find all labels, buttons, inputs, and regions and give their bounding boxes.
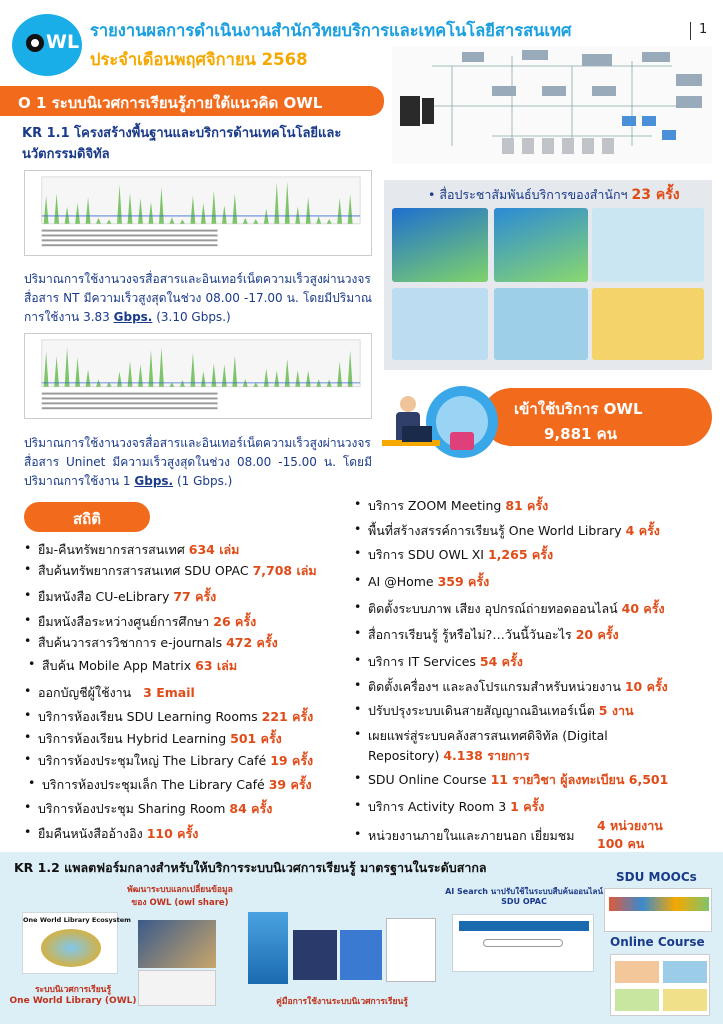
list-item: • บริการ SDU OWL XI 1,265 ครั้ง (368, 545, 553, 565)
list-item: • บริการ IT Services 54 ครั้ง (368, 652, 523, 672)
manual-caption: คู่มือการใช้งานระบบนิเวศการเรียนรู้ (276, 997, 408, 1007)
owl-ecosystem-image (22, 912, 131, 974)
online-course-title: Online Course (610, 935, 705, 949)
list-item: • เผยแพร่สู่ระบบคลังสารสนเทศดิจิทัล (Digital Repository) 4.138 รายการ (368, 726, 608, 766)
ecosystem-caption-2: One World Library (OWL) (9, 996, 137, 1006)
owl-share-screenshot-2 (138, 970, 216, 1006)
list-item: • สืบค้นทรัพยากรสารสนเทศ SDU OPAC 7,708 เล่ม (38, 561, 317, 581)
pr-thumbnail-5 (494, 288, 588, 360)
list-item: • ยืมหนังสือ CU-eLibrary 77 ครั้ง (38, 587, 216, 607)
uninet-usage-text: ปริมาณการใช้งานวงจรสื่อสารและอินเทอร์เน็ตความเร็วสูงผ่านวงจรสื่อสาร Uninet มีความเร็วสูงสุดในช่วง 08.00 -15.00 น. โดยมีปริมาณการใช้งาน 1 Gbps. (1 Gbps.) (24, 436, 372, 488)
ai-search-screenshot (452, 914, 594, 972)
manual-page-4 (386, 918, 436, 982)
list-item: • หน่วยงานภายในและภายนอก เยี่ยมชม (368, 826, 575, 846)
moocs-course-strip (609, 897, 709, 911)
course-thumb-4 (663, 989, 707, 1011)
sdu-moocs-title: SDU MOOCs (616, 870, 697, 884)
list-item: • ยืม-คืนทรัพยากรสารสนเทศ 634 เล่ม (38, 540, 239, 560)
list-item: • ยืมคืนหนังสืออ้างอิง 110 ครั้ง (38, 824, 198, 844)
list-item: • บริการ ZOOM Meeting 81 ครั้ง (368, 496, 548, 516)
logo-text: WL (46, 31, 80, 53)
ecosystem-image-title: One World Library Ecosystem (23, 916, 131, 924)
nt-traffic-graph (24, 170, 372, 256)
owl-share-caption-2: ของ OWL (owl share) (131, 898, 229, 908)
visit-people-count: 100 คน (597, 836, 645, 851)
course-thumb-3 (615, 989, 659, 1011)
owl-eye-icon (26, 34, 44, 52)
pr-thumbnail-3 (592, 208, 704, 282)
list-item: • ติดตั้งระบบภาพ เสียง อุปกรณ์ถ่ายทอดออนไลน์ 40 ครั้ง (368, 599, 665, 619)
course-thumb-1 (615, 961, 659, 983)
ecosystem-diagram (41, 929, 101, 967)
report-title: รายงานผลการดำเนินงานสำนักวิทยบริการและเทคโนโลยีสารสนเทศ (90, 21, 572, 40)
nt-usage-text: ปริมาณการใช้งานวงจรสื่อสารและอินเทอร์เน็ตความเร็วสูงผ่านวงจรสื่อสาร NT มีความเร็วสูงสุดในช่วง 08.00 -17.00 น. โดยมีปริมาณการใช้งาน 3.83 Gbps. (3.10 Gbps.) (24, 272, 372, 324)
owl-share-caption-1: พัฒนาระบบแลกเปลี่ยนข้อมูล (127, 885, 233, 895)
network-diagram-image (392, 46, 712, 164)
o1-banner: O 1 ระบบนิเวศการเรียนรู้ภายใต้แนวคิด OWL (0, 86, 384, 116)
pr-ebook-thumbnail-2 (494, 208, 588, 282)
ai-search-header-bar (459, 921, 589, 931)
pr-pokemon-thumbnail (592, 288, 704, 360)
ai-search-caption-2: SDU OPAC (501, 897, 547, 906)
pr-ebook-thumbnail-1 (392, 208, 488, 282)
list-item: • สื่อการเรียนรู้ รู้หรือไม่?…วันนี้วันอะไร 20 ครั้ง (368, 625, 619, 645)
ecosystem-caption-1: ระบบนิเวศการเรียนรู้ (34, 985, 112, 995)
list-item: • บริการห้องเรียน Hybrid Learning 501 ครั้ง (38, 729, 282, 749)
ai-search-caption-1: AI Search นาปรับใช้ในระบบสืบค้นออนไลน์ (445, 887, 603, 896)
owl-share-screenshot (138, 920, 216, 968)
owl-logo (12, 14, 82, 76)
list-item: • บริการห้องเรียน SDU Learning Rooms 221 ครั้ง (38, 707, 313, 727)
list-item: • สืบค้นวารสารวิชาการ e-journals 472 ครั้ง (38, 633, 278, 653)
pr-thumbnail-4 (392, 288, 488, 360)
uninet-traffic-graph (24, 333, 372, 419)
kr11-title: KR 1.1 โครงสร้างพื้นฐานและบริการด้านเทคโนโลยีและนวัตกรรมดิจิทัล (22, 126, 342, 162)
manual-page-3 (340, 930, 382, 980)
list-item: • ออกบัญชีผู้ใช้งาน 3 Email (38, 683, 195, 703)
list-item: • SDU Online Course 11 รายวิชา ผู้ลงทะเบียน 6,501 (368, 770, 668, 790)
list-item: • ติดตั้งเครื่องฯ และลงโปรแกรมสำหรับหน่วยงาน 10 ครั้ง (368, 677, 668, 697)
sdu-moocs-screenshot (604, 888, 712, 932)
list-item: • ปรับปรุงระบบเดินสายสัญญาณอินเทอร์เน็ต 5 งาน (368, 701, 634, 721)
list-item: • ยืมหนังสือระหว่างศูนย์การศึกษา 26 ครั้ง (38, 612, 256, 632)
list-item: • AI @Home 359 ครั้ง (368, 572, 489, 592)
pr-media-heading: • สื่อประชาสัมพันธ์บริการของสำนักฯ 23 ครั้ง (428, 187, 680, 203)
owl-users-count: 9,881 คน (544, 425, 617, 443)
list-item: • บริการห้องประชุม Sharing Room 84 ครั้ง (38, 799, 272, 819)
course-thumb-2 (663, 961, 707, 983)
list-item: • บริการห้องประชุมเล็ก The Library Café 39 ครั้ง (42, 775, 312, 795)
list-item: • บริการห้องประชุมใหญ่ The Library Café 19 ครั้ง (38, 751, 313, 771)
ai-search-box (483, 939, 563, 947)
visit-agency-count: 4 หน่วยงาน (597, 818, 663, 833)
report-month: ประจำเดือนพฤศจิกายน 2568 (90, 50, 308, 69)
online-course-screenshot (610, 954, 710, 1016)
kr12-title: KR 1.2 แพลตฟอร์มกลางสำหรับให้บริการระบบนิเวศการเรียนรู้ มาตรฐานในระดับสากล (14, 860, 487, 875)
list-item: • สืบค้น Mobile App Matrix 63 เล่ม (42, 656, 237, 676)
list-item: • บริการ Activity Room 3 1 ครั้ง (368, 797, 544, 817)
page-number: 1 (690, 22, 707, 40)
owl-users-label: เข้าใช้บริการ OWL (514, 400, 643, 418)
manual-page-2 (293, 930, 337, 980)
manual-cover-1 (248, 912, 288, 984)
stats-pill: สถิติ (24, 502, 150, 532)
ai-person-illustration (372, 376, 502, 468)
list-item: • พื้นที่สร้างสรรค์การเรียนรู้ One World Library 4 ครั้ง (368, 521, 660, 541)
